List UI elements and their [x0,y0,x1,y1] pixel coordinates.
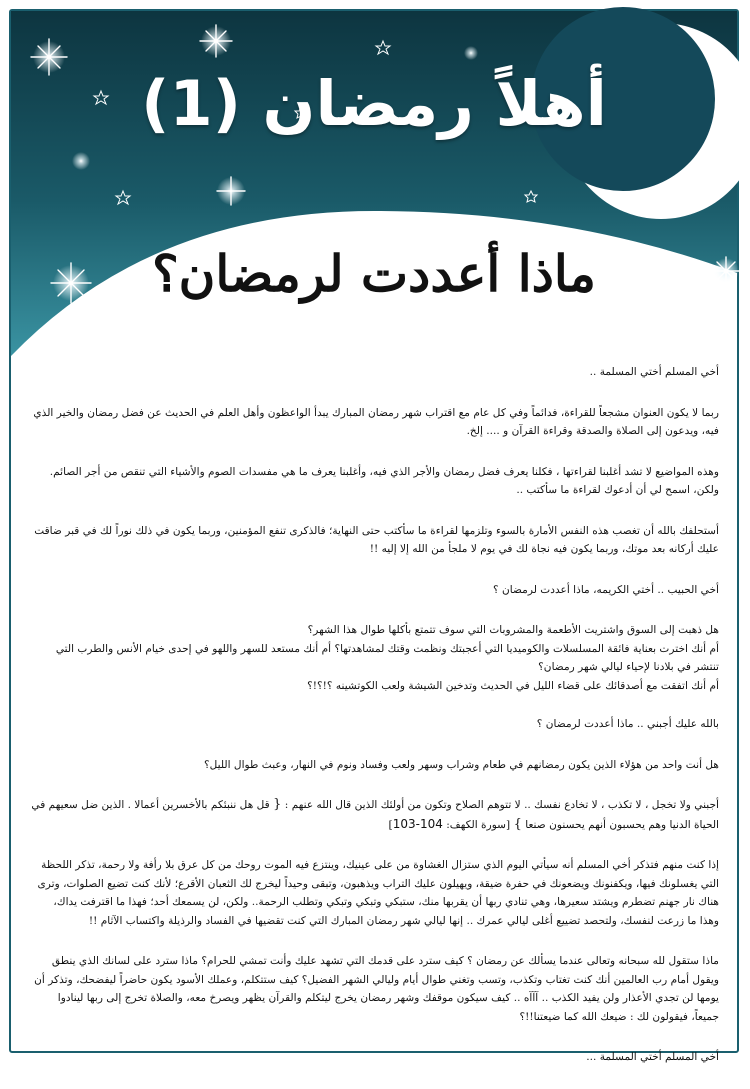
paragraph-remember-death: إذا كنت منهم فتذكر أخي المسلم أنه سيأتي اليوم الذي ستزال الغشاوة من على عينيك، وينتزع فيه الموت روحك من كل عرق بلا رأفة ولا رحمة، تذكر اللحظة التي يغسلونك فيها، ويكفنونك ويضعونك في حفرة ضيقة، ويهيلون عليك التراب ويذهبون، وتبقى وحيداً ليخرج لك الثعبان الأقرع؛ لأنك كنت تضيع الصلوات، وترى هناك نار جهنم تضطرم ويشتد سعيرها، وهي تنادي ربها أن يقربها منك، ستبكي وتبكي وتبكي وتطلب الرحمة.. ولكن، لن يسمعك أحد؛ فهذا ما اقترفت يداك، وهذا ما زرعت لنفسك، ولتحصد تضييع أغلى ليالي عمرك .. إنها ليالي شهر رمضان المبارك التي كنت تقضيها في الفساد والرذيلة واكتساب الآثام !! [37,859,719,927]
title-what-prepared: ماذا أعددت لرمضان؟ [152,244,596,303]
paragraph-questions-list [31,621,719,695]
paragraph-quran-quote [31,796,719,834]
paragraph-answer-me: بالله عليك أجبني .. ماذا أعددت لرمضان ؟ [536,718,719,730]
article-body [31,363,719,1089]
question-friends: أم أنك اتفقت مع أصدقائك على قضاء الليل في الحديث وتدخين الشيشة ولعب الكوتشينه ؟!؟!؟ [307,679,719,692]
surah-verse-numbers: 104-103 [392,816,443,831]
paragraph-greeting: أخي المسلم أختي المسلمة .. [589,366,719,378]
question-series: أم أنك اخترت بعناية فائقة المسلسلات والكوميديا التي أعجبتك ونظمت وقتك لمشاهدتها؟ أم أنك مستعد للسهر واللهو في إحدى خيام الأنس والطرب التي تنتشر في بلادنا لإحياء ليالي شهر رمضان؟ [55,642,719,673]
paragraph-closing: أخي المسلم أختي المسلمة ... [586,1051,719,1063]
paragraph-intro: ربما لا يكون العنوان مشجعاً للقراءة، فدائماً وفي كل عام مع اقتراب شهر رمضان المبارك يبدأ الواعظون وأهل العلم في الحديث عن فضل رمضان والخير الذي فيه، ويدعون إلى الصلاة والصدقة وقراءة القرآن و .... إلخ. [33,406,719,437]
title-ahlan-ramadan: أهلاً رمضان (1) [141,67,607,140]
quote-open-brace: { [273,797,282,812]
surah-reference-close: ] [388,818,393,831]
quote-lead-text: أجبني ولا تخجل ، لا تكذب ، لا تخادع نفسك .. لا تتوهم الصلاح وتكون من أولئك الذين قال الله عنهم : [284,799,719,811]
paragraph-judgement: ماذا ستقول لله سبحانه وتعالى عندما يسألك عن رمضان ؟ كيف سترد على قدمك التي تشهد عليك وأنت تمشي للحرام؟ ماذا سترد على لسانك الذي ينطق ويقول أمام رب العالمين أنك كنت تغتاب وتكذب، وتسب وتغني طوال أيام وليالي الشهر الفضيل؟ كيف ستتكلم، وعملك الأسود يكون حاضراً ليفضحك، وتذكر أن يومها لن تجدي الأعذار ولن يفيد الكذب .. آآآه .. كيف سيكون موقفك وشهر رمضان يخرج ليتكلم والقرآن يظهر ويصرخ معه، والصلاة تخرج إلى ربها لينادوا جميعاً، فيقولون لك : ضيعك الله كما ضيعتنا!!؟ [34,955,719,1023]
paragraph-are-you-one: هل أنت واحد من هؤلاء الذين يكون رمضانهم في طعام وشراب وسهر ولعب وفساد ونوم في النهار، وعبث طوال الليل؟ [204,758,719,771]
paragraph-oath: أستحلفك بالله أن تغصب هذه النفس الأمارة بالسوء وتلزمها لقراءة ما سأكتب حتى النهاية؛ فالذكرى تنفع المؤمنين، وربما يكون في ذلك نوراً لك في قبر ضاقت عليك أركانه بعد موتك، وربما يكون فيه نجاة لك في يوم لا ملجأ من الله إلا إليه !! [34,524,719,555]
quote-close-brace: } [513,816,522,832]
page-frame [9,9,739,1063]
surah-reference-label: [سورة الكهف: [446,818,511,831]
paragraph-question: أخي الحبيب .. أختي الكريمه، ماذا أعددت لرمضان ؟ [492,583,719,596]
question-market: هل ذهبت إلى السوق واشتريت الأطعمة والمشروبات التي سوف تتمتع بأكلها طوال هذا الشهر؟ [307,624,719,636]
paragraph-topics: وهذه المواضيع لا تشد أغلبنا لقراءتها ، فكلنا يعرف فضل رمضان والأجر الذي فيه، وأغلبنا يعرف ما هي مفسدات الصوم والأشياء التي تنقص من أجر الصائم. ولكن، اسمح لي أن أدعوك لقراءة ما سأكتب .. [49,465,719,496]
header-banner [11,11,737,371]
quran-verse: قل هل ننبئكم بالأخسرين أعمالا . الذين ضل سعيهم في الحياة الدنيا وهم يحسبون أنهم يحسنون صنعا [31,799,719,831]
night-sky-illustration [11,11,737,371]
